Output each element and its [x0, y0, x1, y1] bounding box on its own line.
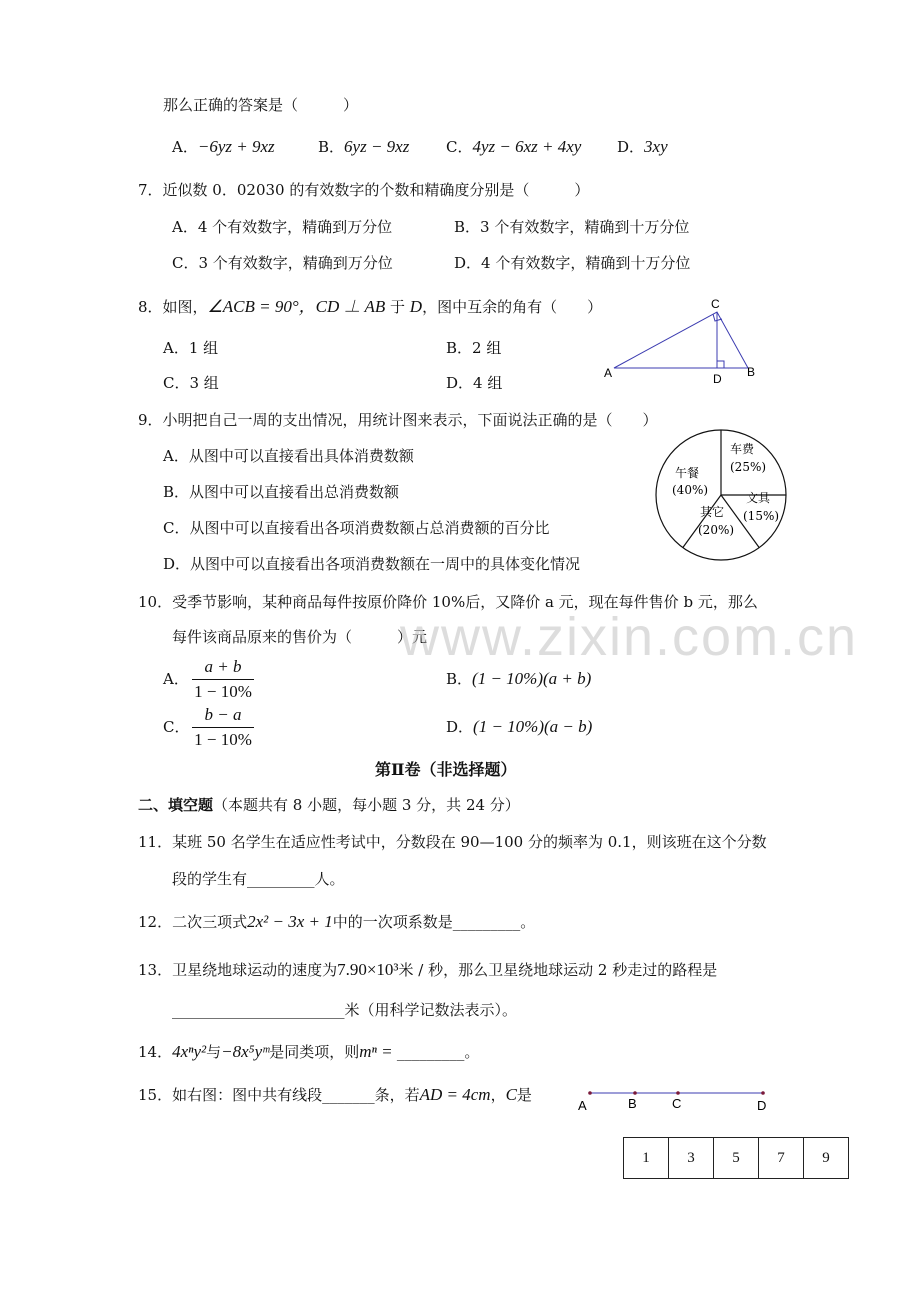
pie-slice-boundary: [683, 495, 721, 548]
q8-option-d: D．4 组: [446, 374, 503, 392]
point-c: [676, 1091, 680, 1095]
q12: 12．二次三项式2x² − 3x + 1中的一次项系数是_________。: [138, 912, 536, 931]
q7-option-d: D．4 个有效数字，精确到十万分位: [454, 254, 691, 272]
q6-option-a: A．−6yz + 9xz: [172, 137, 275, 156]
q9-option-b: B．从图中可以直接看出总消费数额: [163, 483, 400, 501]
q13-line-1: 13．卫星绕地球运动的速度为7.90×10³米 / 秒，那么卫星绕地球运动 2 秒走过的路程是: [138, 960, 718, 979]
q10-stem-1: 10．受季节影响，某种商品每件按原价降价 10%后，又降价 a 元，现在每件售价 b 元，那么: [138, 593, 758, 611]
pie-pct-lunch: (40%): [672, 483, 709, 497]
number-cell: 3: [669, 1138, 714, 1179]
q7-option-b: B．3 个有效数字，精确到十万分位: [454, 218, 690, 236]
pie-label-stationery: 文具: [746, 491, 771, 505]
q9-option-d: D．从图中可以直接看出各项消费数额在一周中的具体变化情况: [163, 555, 581, 573]
pie-pct-stationery: (15%): [743, 509, 780, 523]
q10-option-b: B．(1 − 10%)(a + b): [446, 669, 592, 688]
q8-triangle-figure: [600, 295, 770, 385]
q10-stem-2: 每件该商品原来的售价为（ ）元: [172, 628, 428, 646]
point-label-d: D: [757, 1098, 767, 1113]
section-title: 第Ⅱ卷（非选择题）: [375, 760, 517, 779]
q8-option-b: B．2 组: [446, 339, 502, 357]
q8-option-c: C．3 组: [163, 374, 219, 392]
number-cell: 9: [804, 1138, 849, 1179]
q15-segment-figure: [575, 1085, 775, 1115]
q11-line-1: 11．某班 50 名学生在适应性考试中，分数段在 90—100 分的频率为 0.1，则该班在这个分数: [138, 833, 767, 851]
number-table: [623, 1137, 849, 1179]
right-angle-d: [717, 361, 724, 368]
q15: 15．如右图：图中共有线段_______条，若AD = 4cm，C是: [138, 1085, 532, 1104]
q7-stem: 7．近似数 0．02030 的有效数字的个数和精确度分别是（ ）: [138, 181, 590, 199]
q6-option-c: C．4yz − 6xz + 4xy: [446, 137, 582, 156]
point-a: [588, 1091, 592, 1095]
point-d: [761, 1091, 765, 1095]
q13-line-2: _______________________米（用科学记数法表示）。: [172, 1001, 518, 1019]
q6-tail: 那么正确的答案是（ ）: [163, 96, 359, 114]
q6-option-b: B．6yz − 9xz: [318, 137, 410, 156]
q6-option-d: D．3xy: [617, 137, 668, 156]
number-cell: 7: [759, 1138, 804, 1179]
number-cell: 5: [714, 1138, 759, 1179]
pie-pct-fare: (25%): [730, 460, 767, 474]
pie-pct-other: (20%): [698, 523, 735, 537]
watermark: www.zixin.com.cn: [400, 607, 859, 667]
q10-option-c-fraction: b − a 1 − 10%: [192, 705, 254, 750]
q9-pie-chart: [650, 428, 792, 562]
q10-option-a-label: A．: [163, 670, 189, 688]
label-c: C: [711, 297, 720, 311]
number-cell: 1: [624, 1138, 669, 1179]
part-heading: 二、填空题（本题共有 8 小题，每小题 3 分，共 24 分）: [138, 796, 520, 814]
point-label-b: B: [628, 1096, 637, 1111]
q8-option-a: A．1 组: [163, 339, 219, 357]
q8-stem: 8．如图，∠ACB = 90°，CD ⊥ AB 于 D，图中互余的角有（ ）: [138, 297, 603, 316]
pie-label-fare: 车费: [730, 442, 755, 456]
q10-option-d: D．(1 − 10%)(a − b): [446, 717, 593, 736]
label-b: B: [747, 365, 756, 379]
q9-option-a: A．从图中可以直接看出具体消费数额: [163, 447, 414, 465]
q10-option-c-label: C．: [163, 718, 190, 736]
q9-stem: 9．小明把自己一周的支出情况，用统计图来表示，下面说法正确的是（ ）: [138, 411, 658, 429]
pie-label-lunch: 午餐: [675, 466, 700, 480]
pie-label-other: 其它: [700, 505, 725, 519]
q7-option-a: A．4 个有效数字，精确到万分位: [172, 218, 393, 236]
point-b: [633, 1091, 637, 1095]
point-label-c: C: [672, 1096, 682, 1111]
triangle-abc: [614, 312, 748, 368]
q11-line-2: 段的学生有_________人。: [172, 870, 345, 888]
label-a: A: [604, 366, 613, 380]
q7-option-c: C．3 个有效数字，精确到万分位: [172, 254, 393, 272]
point-label-a: A: [578, 1098, 587, 1113]
q9-option-c: C．从图中可以直接看出各项消费数额占总消费额的百分比: [163, 519, 550, 537]
q14: 14．4xⁿy²与−8x⁵yᵐ是同类项，则mⁿ = _________。: [138, 1042, 480, 1061]
q10-option-a-fraction: a + b 1 − 10%: [192, 657, 254, 702]
label-d: D: [713, 372, 722, 385]
